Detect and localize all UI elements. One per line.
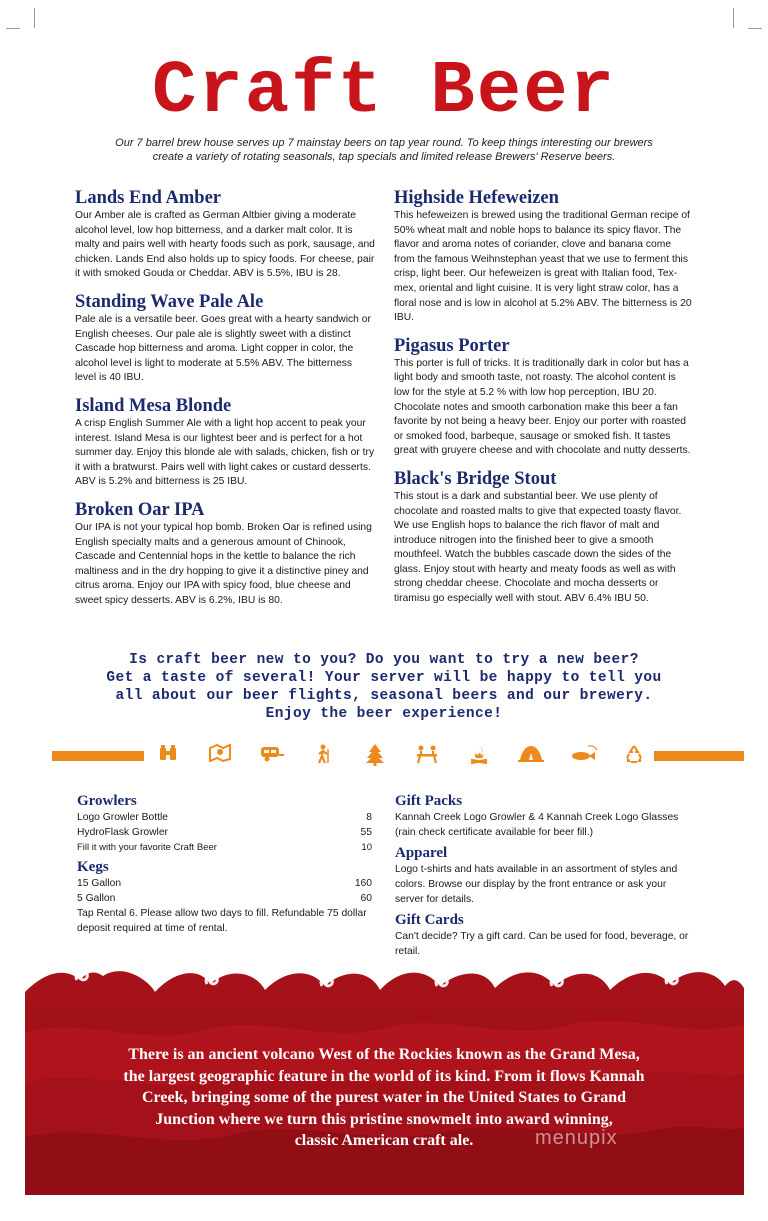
beer-item-island-mesa-blonde xyxy=(75,395,375,490)
banner-line: Creek, bringing some of the purest water in the United States to Grand xyxy=(142,1089,626,1106)
intro-text xyxy=(110,136,658,164)
fish-icon xyxy=(570,744,594,766)
beer-description: This stout is a dark and substantial beer. We use plenty of chocolate and roasted malts to give that expected toasty flavor. We use English hops to balance the rich flavor of malt and introduce nitrogen into the finished beer to give a smooth mouthfeel. Watch the bubbles cascade down the sides of the glass. Enjoy stout with hearty and meaty foods as well as with strong cheddar cheese. Chocolate and mocha desserts or tiramisu go especially well with stout. ABV 6.4% IBU 50. xyxy=(394,490,682,605)
watermark: menupix xyxy=(535,1127,618,1149)
binoculars-icon xyxy=(156,744,180,766)
beer-name: Broken Oar IPA xyxy=(75,499,205,520)
item-price: 160 xyxy=(354,878,372,889)
beer-name: Standing Wave Pale Ale xyxy=(75,291,264,312)
item-label: HydroFlask Growler xyxy=(77,827,168,838)
item-label: Logo Growler Bottle xyxy=(77,812,169,823)
item-label: Fill it with your favorite Craft Beer xyxy=(77,842,217,853)
tent-icon xyxy=(518,744,542,766)
beer-item-broken-oar-ipa xyxy=(75,499,375,609)
banner-line: Junction where we turn this pristine snowmelt into award winning, xyxy=(155,1110,613,1128)
beer-description: A crisp English Summer Ale with a light hop accent to peak your interest. Island Mesa is our lightest beer and is perfect for a hot summer day. Enjoy this blonde ale with salads, chicken, fish or try it with a bratwurst. Pairs well with light cakes or custard desserts. ABV is 5.2% and bitterness is 25 IBU. xyxy=(75,417,375,488)
promo-message xyxy=(60,651,708,723)
banner-line: classic American craft ale. xyxy=(294,1132,474,1149)
price-row xyxy=(77,876,377,891)
beer-description: This hefeweizen is brewed using the traditional German recipe of 50% wheat malt and noble hops to balance its spicy flavor. The flavor and aroma notes of coriander, clove and banana come from the famous Weihnstephan yeast that we use to ferment this crisp, light beer. Our hefeweizen is great with Italian food, Tex-mex, oriental and light cuisine. It is very light straw color, has a floral nose and is low in alcohol at 5.2% ABV. The bitterness is 20 IBU. xyxy=(394,210,692,324)
beer-item-pigasus-porter xyxy=(394,335,694,459)
page-title: Craft Beer xyxy=(151,50,617,134)
beer-item-lands-end-amber xyxy=(75,187,375,282)
item-price: 8 xyxy=(366,812,372,823)
price-row xyxy=(77,840,377,855)
divider-line-right xyxy=(654,751,744,761)
beer-item-standing-wave-pale-ale xyxy=(75,291,375,386)
crop-mark-top-left xyxy=(20,8,35,28)
beer-item-highside-hefeweizen xyxy=(394,187,694,326)
crop-mark-top-right-h xyxy=(748,28,762,29)
banner-line: There is an ancient volcano West of the Rockies known as the Grand Mesa, xyxy=(128,1046,640,1063)
beer-description: Pale ale is a versatile beer. Goes great with a hearty sandwich or English cheeses. Our pale ale is slightly sweet with a distinct Cascade hop bitterness and aroma. Light copper in color, the alcohol level is light to moderate at 5.5% ABV. The bitterness level is 40 IBU. xyxy=(75,313,371,384)
beer-description: Our IPA is not your typical hop bomb. Broken Oar is refined using English specialty malts and a generous amount of Chinook, Cascade and Centennial hops in the kettle to balance the rich maltiness and in the dry hopping to give it a distinctive piney and citrus aroma. Enjoy our IPA with spicy food, blue cheese and sweet spicy desserts. ABV is 6.2%, IBU is 80. xyxy=(75,521,372,606)
price-row xyxy=(77,825,377,840)
camper-icon xyxy=(260,744,284,766)
crop-mark-top-left-h xyxy=(6,28,20,29)
hiker-icon xyxy=(311,744,335,766)
recycle-icon xyxy=(622,744,646,766)
apparel-text: Logo t-shirts and hats available in an assortment of styles and colors. Browse our display by the front entrance or ask your server for details. xyxy=(395,864,678,905)
beer-description: This porter is full of tricks. It is traditionally dark in color but has a light body and smooth taste, not roasty. The alcohol content is low for the style at 5.2 % with low hop perception, IBU 20. Chocolate notes and smooth carbonation make this beer a fan favorite by not being a heavy beer. Enjoy our porter with roasted or smoked food, barbeque, sausage or smoked fish. It tastes great with gruyere cheese and with chocolate and nutty desserts. xyxy=(394,357,691,457)
promo-line: all about our beer flights, seasonal beers and our brewery. xyxy=(115,688,653,704)
beer-name: Lands End Amber xyxy=(75,188,221,208)
gift-packs-text: Kannah Creek Logo Growler & 4 Kannah Creek Logo Glasses (rain check certificate available for beer fill.) xyxy=(395,812,679,838)
section-heading-growlers: Growlers xyxy=(77,793,137,809)
item-label: 15 Gallon xyxy=(77,878,122,889)
intro-line: Our 7 barrel brew house serves up 7 mainstay beers on tap year round. To keep things interesting our brewers xyxy=(115,137,653,149)
icon-row xyxy=(156,744,646,766)
picnic-icon xyxy=(415,744,439,766)
price-row xyxy=(77,891,377,906)
pine-tree-icon xyxy=(363,744,387,766)
beer-description: Our Amber ale is crafted as German Altbier giving a moderate alcohol level, low hop bitterness, and a darker malt color. It is malty and pairs well with hearty foods such as pork, sausage, and chicken. Lands End also holds up to spicy foods. For cheese, pair it with smoked Gouda or Cheddar. ABV is 5.5%, IBU is 28. xyxy=(75,210,375,280)
beer-name: Island Mesa Blonde xyxy=(75,395,232,416)
price-row xyxy=(77,810,377,825)
activity-icon-bar xyxy=(52,748,744,770)
item-label: 5 Gallon xyxy=(77,893,116,904)
beer-name: Black's Bridge Stout xyxy=(394,468,557,489)
section-heading-kegs: Kegs xyxy=(77,859,109,875)
promo-line: Get a taste of several! Your server will be happy to tell you xyxy=(106,670,662,686)
beer-item-blacks-bridge-stout xyxy=(394,468,694,607)
item-price: 55 xyxy=(360,827,372,838)
banner-line: the largest geographic feature in the world of its kind. From it flows Kannah xyxy=(123,1067,645,1085)
growlers-kegs-section xyxy=(77,792,377,940)
campfire-icon xyxy=(467,744,491,766)
item-price: 10 xyxy=(361,842,372,853)
promo-line: Enjoy the beer experience! xyxy=(265,706,503,722)
map-icon xyxy=(208,744,232,766)
divider-line-left xyxy=(52,751,144,761)
section-heading-gift-cards: Gift Cards xyxy=(395,912,464,928)
gift-cards-text: Can't decide? Try a gift card. Can be used for food, beverage, or retail. xyxy=(395,931,689,957)
beer-list-left xyxy=(75,187,375,617)
beer-name: Highside Hefeweizen xyxy=(394,188,559,208)
section-heading-apparel: Apparel xyxy=(395,845,448,861)
section-heading-gift-packs: Gift Packs xyxy=(395,793,463,809)
promo-line: Is craft beer new to you? Do you want to try a new beer? xyxy=(129,652,639,668)
beer-list-right xyxy=(394,187,694,616)
keg-rental-note: Tap Rental 6. Please allow two days to fill. Refundable 75 dollar deposit required at time of rental. xyxy=(77,908,367,934)
crop-mark-top-right xyxy=(733,8,748,28)
gifts-apparel-section xyxy=(395,792,693,963)
item-price: 60 xyxy=(360,893,372,904)
beer-name: Pigasus Porter xyxy=(394,335,510,356)
intro-line: create a variety of rotating seasonals, tap specials and limited release Brewers' Reserve beers. xyxy=(152,151,616,163)
